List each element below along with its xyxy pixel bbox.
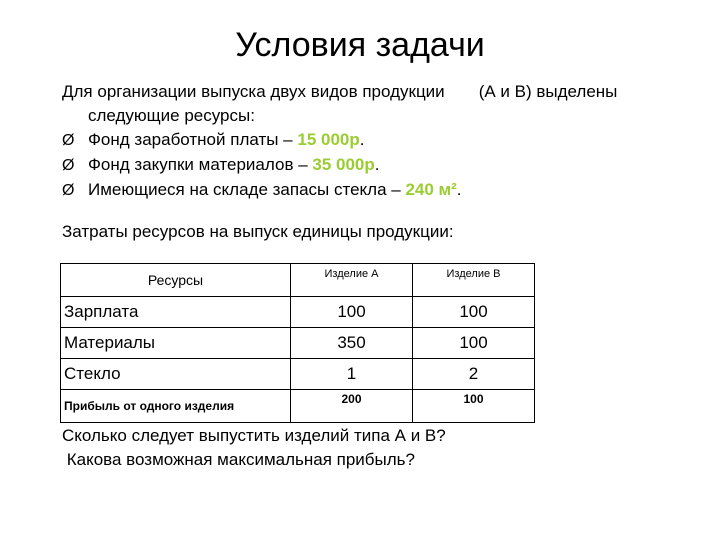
arrow-bullet-icon: Ø bbox=[62, 182, 75, 199]
cell-product-b: 100 bbox=[413, 390, 535, 423]
table-row bbox=[61, 297, 535, 328]
bullet-text: Имеющиеся на складе запасы стекла – bbox=[88, 180, 406, 199]
bullet-value: 35 000р bbox=[312, 155, 375, 174]
resource-bullet-glass bbox=[62, 178, 702, 203]
costs-heading: Затраты ресурсов на выпуск единицы продукции: bbox=[62, 222, 454, 241]
row-label: Прибыль от одного изделия bbox=[61, 390, 291, 423]
table-row-profit bbox=[61, 390, 535, 423]
question-block bbox=[62, 424, 446, 472]
row-label: Материалы bbox=[61, 328, 291, 359]
cell-product-b: 100 bbox=[413, 297, 535, 328]
cell-product-b: 100 bbox=[413, 328, 535, 359]
bullet-suffix: . bbox=[456, 180, 462, 199]
resource-bullet-salary bbox=[62, 128, 702, 153]
intro-text-b: (А и В) выделены bbox=[478, 82, 618, 101]
bullet-suffix: . bbox=[359, 130, 365, 149]
bullet-value: 15 000р bbox=[297, 130, 360, 149]
table-row bbox=[61, 359, 535, 390]
question-line-2: Какова возможная максимальная прибыль? bbox=[62, 450, 415, 469]
arrow-bullet-icon: Ø bbox=[62, 132, 75, 149]
header-product-a: Изделие А bbox=[291, 264, 413, 297]
cell-product-a: 200 bbox=[291, 390, 413, 423]
page-title: Условия задачи bbox=[235, 26, 485, 64]
problem-intro bbox=[62, 80, 702, 203]
resource-table bbox=[60, 263, 535, 423]
row-label: Зарплата bbox=[61, 297, 291, 328]
resource-bullet-materials bbox=[62, 153, 702, 178]
table-row bbox=[61, 328, 535, 359]
cell-product-a: 350 bbox=[291, 328, 413, 359]
row-label: Стекло bbox=[61, 359, 291, 390]
cell-product-a: 100 bbox=[291, 297, 413, 328]
intro-line-2: следующие ресурсы: bbox=[88, 106, 255, 125]
question-line-1: Сколько следует выпустить изделий типа А и В? bbox=[62, 426, 446, 445]
header-resources: Ресурсы bbox=[61, 264, 291, 297]
intro-line-1 bbox=[62, 80, 702, 104]
bullet-value: 240 м² bbox=[405, 180, 457, 199]
intro-text-a: Для организации выпуска двух видов продукции bbox=[62, 82, 445, 101]
bullet-text: Фонд закупки материалов – bbox=[88, 155, 313, 174]
table-header-row bbox=[61, 264, 535, 297]
arrow-bullet-icon: Ø bbox=[62, 157, 75, 174]
cell-product-a: 1 bbox=[291, 359, 413, 390]
bullet-suffix: . bbox=[374, 155, 380, 174]
bullet-text: Фонд заработной платы – bbox=[88, 130, 298, 149]
cell-product-b: 2 bbox=[413, 359, 535, 390]
header-product-b: Изделие В bbox=[413, 264, 535, 297]
